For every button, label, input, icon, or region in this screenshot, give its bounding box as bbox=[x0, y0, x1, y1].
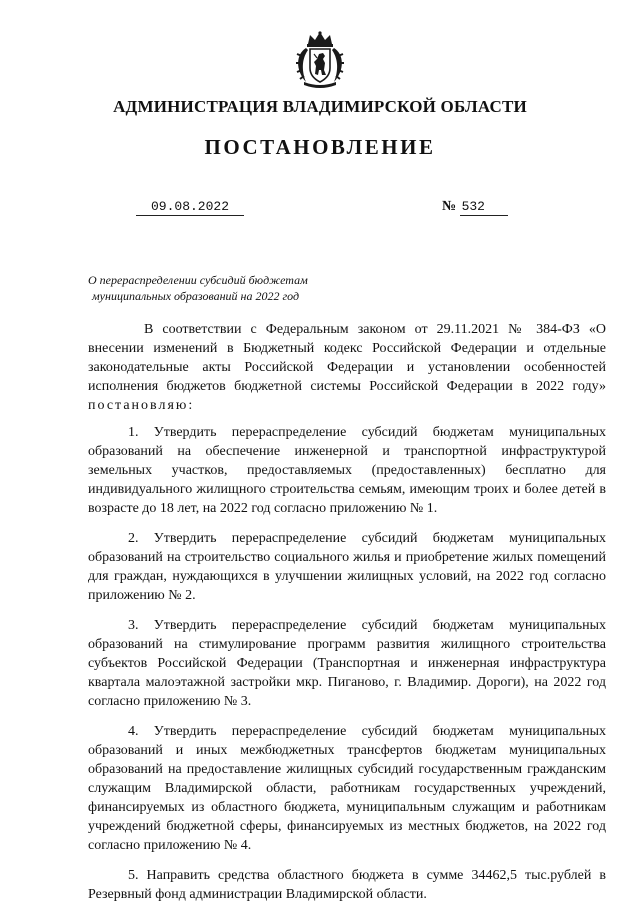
number-sign: № bbox=[442, 199, 457, 214]
document-number bbox=[442, 199, 508, 216]
document-subject bbox=[88, 272, 308, 304]
preamble-paragraph bbox=[88, 320, 606, 415]
document-date: 09.08.2022 bbox=[136, 199, 244, 216]
coat-of-arms-icon bbox=[292, 30, 348, 88]
document-type-title: ПОСТАНОВЛЕНИЕ bbox=[204, 135, 436, 159]
subject-line-1: О перераспределении субсидий бюджетам bbox=[88, 273, 308, 287]
subject-line-2: муниципальных образований на 2022 год bbox=[92, 289, 300, 303]
document-body bbox=[88, 320, 606, 915]
clause-4: 4. Утвердить перераспределение субсидий бюджетам муниципальных образований и иных межбюджетных трансфертов бюджетам муниципальных образований на предоставление жилищных субсидий государственным гражданским служащим Владимирской области, работникам государственных учреждений, финансируемых из областного бюджета, муниципальным служащим и работникам учреждений бюджетной сферы, финансируемых из местных бюджетов, на 2022 год согласно приложению № 4. bbox=[88, 724, 606, 853]
number-value: 532 bbox=[460, 199, 508, 216]
clause-2: 2. Утвердить перераспределение субсидий бюджетам муниципальных образований на строительство социального жилья и приобретение жилых помещений для граждан, нуждающихся в улучшении жилищных условий, на 2022 год согласно приложению № 2. bbox=[88, 531, 606, 603]
clause-3: 3. Утвердить перераспределение субсидий бюджетам муниципальных образований на стимулирование программ развития жилищного строительства субъектов Российской Федерации (Транспортная и инженерная инфраструктура квартала малоэтажной застройки мкр. Пиганово, г. Владимир. Дороги), на 2022 год согласно приложению № 3. bbox=[88, 618, 606, 709]
organization-name: АДМИНИСТРАЦИЯ ВЛАДИМИРСКОЙ ОБЛАСТИ bbox=[113, 97, 527, 116]
preamble-text: В соответствии с Федеральным законом от 29.11.2021 № 384-ФЗ «О внесении изменений в Бюджетный кодекс Российской Федерации и отдельные законодательные акты Российской Федерации и установлении особенностей исполнения бюджетов бюджетной системы Российской Федерации в 2022 году» bbox=[88, 322, 606, 394]
clause-5: 5. Направить средства областного бюджета в сумме 34462,5 тыс.рублей в Резервный фонд администрации Владимирской области. bbox=[88, 868, 606, 902]
clause-1: 1. Утвердить перераспределение субсидий бюджетам муниципальных образований на обеспечение инженерной и транспортной инфраструктурой земельных участков, предоставляемых (предоставленных) бесплатно для индивидуального жилищного строительства семьям, имеющим троих и более детей в возрасте до 18 лет, на 2022 год согласно приложению № 1. bbox=[88, 425, 606, 516]
resolution-keyword: постановляю: bbox=[88, 398, 195, 413]
